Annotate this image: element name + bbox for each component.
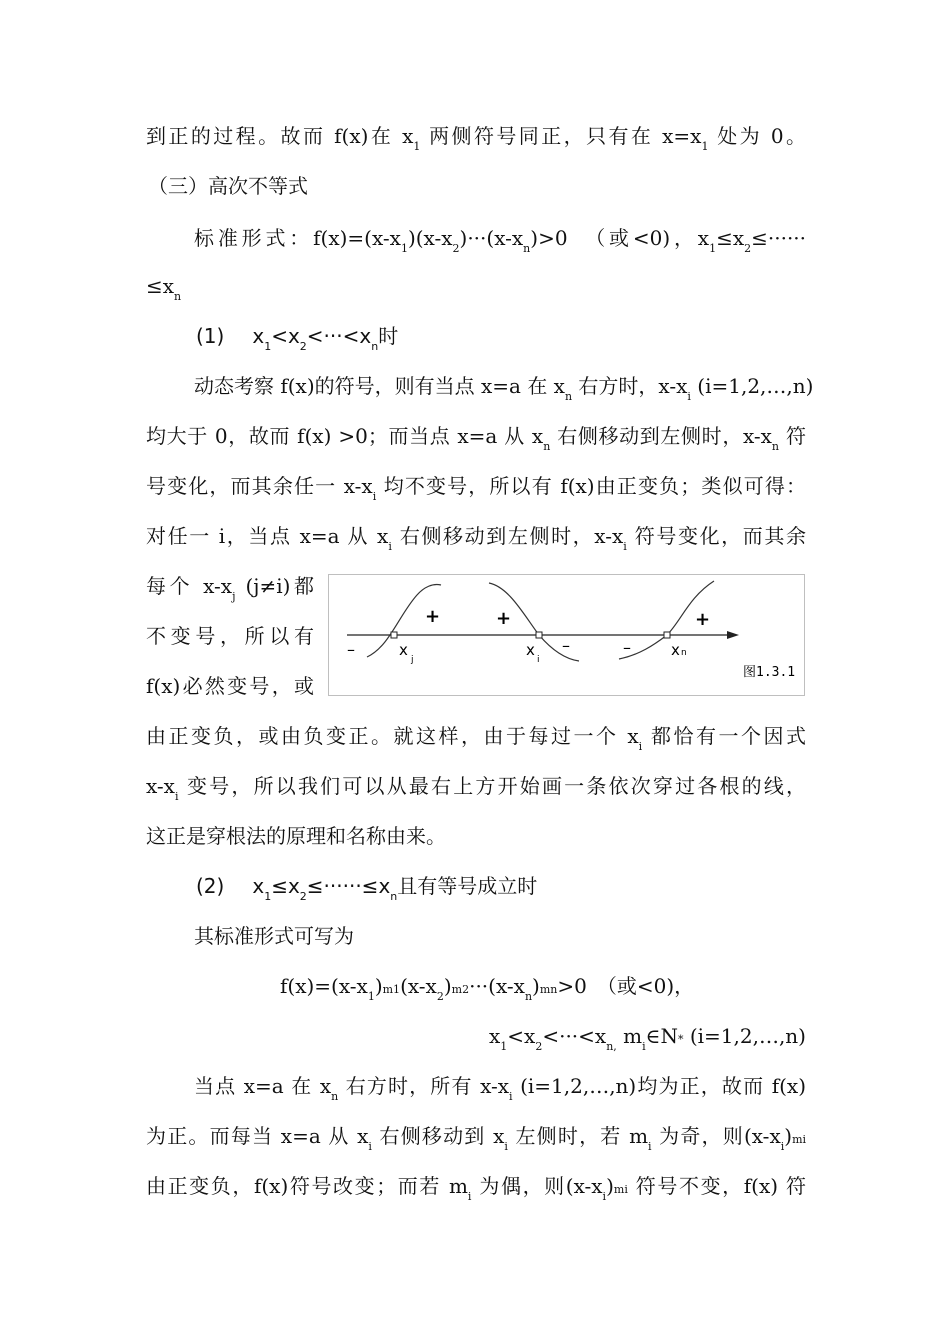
text-span: 符 (779, 424, 807, 448)
text-span: 为奇，则(x-x (651, 1124, 781, 1148)
superscript: mn (539, 983, 558, 996)
heading-number: (2) (196, 874, 225, 898)
text-line (146, 772, 806, 803)
subscript: i (509, 1090, 513, 1103)
subscript: n (771, 440, 780, 453)
text-span: ) (443, 974, 452, 998)
subscript: n (174, 290, 182, 303)
text-line (194, 1072, 806, 1103)
plus-sign: + (496, 608, 512, 629)
root-label-xj: x (399, 641, 408, 659)
subscript: 2 (744, 242, 752, 255)
text-span: 且有等号成立时 (397, 874, 538, 898)
text-span: 当点 x=a 在 x (194, 1074, 332, 1098)
text-span: f(x)=(x-x (280, 974, 368, 998)
text-span: 符号变化，而其余 (626, 524, 807, 548)
text-span: 动态考察 f(x)的符号，则有当点 x=a 在 x (194, 374, 565, 398)
text-span: <···<x (306, 324, 372, 348)
text-line (146, 272, 182, 303)
subscript: 2 (299, 890, 307, 903)
text-span: ≤······≤x (306, 874, 391, 898)
root-label-xj-sub: j (411, 655, 414, 665)
text-line (146, 572, 314, 603)
sign-curve (367, 581, 714, 661)
text-span: ≤x (271, 874, 300, 898)
text-line (146, 422, 807, 453)
subscript: i (372, 490, 377, 503)
section-heading: （三）高次不等式 (148, 174, 308, 198)
text-line (146, 522, 807, 553)
text-span: 为偶，则(x-x (471, 1174, 603, 1198)
subscript: 1 (264, 890, 272, 903)
text-span: 右侧移动到左侧时，x-x (550, 424, 772, 448)
text-line (194, 224, 807, 255)
text-span: ≤x (716, 226, 745, 250)
text-span: >0 （或<0)， (557, 974, 695, 998)
minus-sign: – (562, 636, 570, 655)
text-span: x (252, 874, 265, 898)
minus-sign: – (623, 638, 631, 657)
text-span: <x (271, 324, 300, 348)
text-line (146, 722, 807, 753)
sign-chart-svg (329, 575, 804, 695)
root-label-xi-sub: i (537, 655, 540, 665)
text-span: )···(x-x (459, 226, 524, 250)
text-span: ≤······ (751, 226, 807, 250)
text-span: ···(x-x (469, 974, 525, 998)
text-span: <x (507, 1024, 536, 1048)
subscript: n (524, 990, 533, 1003)
text-span: 标准形式：f(x)=(x-x (194, 226, 401, 250)
subscript: i (174, 790, 179, 803)
subscript: i (623, 540, 627, 553)
text-line: 不变号，所以有 (146, 624, 314, 648)
text-span: 变号，所以我们可以从最右上方开始画一条依次穿过各根的线， (178, 774, 806, 798)
subscript: i (638, 740, 643, 753)
subscript: 1 (701, 140, 709, 153)
axis-arrow (727, 631, 739, 639)
superscript: mi (613, 1183, 628, 1196)
superscript: m1 (382, 983, 401, 996)
text-span: )(x-x (407, 226, 453, 250)
text-span: ) (606, 1174, 614, 1198)
text-line (146, 1122, 807, 1153)
text-span: ∈N (645, 1024, 678, 1048)
subscript: i (780, 1140, 785, 1153)
text-span: 右方时，所有 x-x (338, 1074, 510, 1098)
text-line: 这正是穿根法的原理和名称由来。 (146, 824, 446, 848)
subscript: n (371, 340, 379, 353)
text-span: 右侧移动到 x (371, 1124, 505, 1148)
subscript: 2 (436, 990, 444, 1003)
text-line (146, 1172, 806, 1203)
superscript: m2 (451, 983, 470, 996)
subscript: 1 (367, 990, 375, 1003)
text-span: 右侧移动到左侧时，x-x (391, 524, 624, 548)
text-span: (x-x (400, 974, 437, 998)
text-span: ) (532, 974, 540, 998)
text-span: <···<x (542, 1024, 607, 1048)
superscript: * (677, 1033, 684, 1046)
text-span: m (616, 1024, 643, 1048)
subscript: i (687, 390, 691, 403)
text-span: ≤x (146, 274, 175, 298)
plus-sign: + (425, 606, 441, 627)
subscript: n (523, 242, 531, 255)
subscript: 2 (452, 242, 460, 255)
subscript: n, (606, 1040, 617, 1053)
text-span: x-x (146, 774, 175, 798)
subscript: i (504, 1140, 508, 1153)
text-line (194, 372, 814, 403)
text-span: 都恰有一个因式 (642, 724, 807, 748)
text-span: x (489, 1024, 501, 1048)
text-span: 均不变号，所以有 f(x)由正变负；类似可得： (376, 474, 806, 498)
root-marker-xj (391, 632, 397, 638)
text-line: f(x)必然变号，或 (146, 674, 314, 698)
root-label-xn-sub: n (681, 648, 687, 658)
heading-number: (1) (196, 324, 225, 348)
superscript: mi (792, 1133, 807, 1146)
text-span: 符号不变，f(x) 符 (627, 1174, 806, 1198)
text-span: 对任一 i，当点 x=a 从 x (146, 524, 389, 548)
text-span: ) (784, 1124, 793, 1148)
text-span: 每个 x-x (146, 574, 233, 598)
text-span: (i=1,2,…,n) (690, 374, 814, 398)
formula-line (489, 1022, 806, 1053)
text-span: )>0 （或<0)，x (530, 226, 710, 250)
subscript: 1 (400, 242, 408, 255)
formula-line (280, 972, 695, 1003)
text-span: 为正。而每当 x=a 从 x (146, 1124, 369, 1148)
text-span: 时 (378, 324, 399, 348)
figure-sign-diagram (328, 574, 805, 696)
root-label-xi: x (526, 641, 535, 659)
text-span: 由正变负，或由负变正。就这样，由于每过一个 x (146, 724, 639, 748)
subscript: i (467, 1190, 472, 1203)
subscript: n (543, 440, 551, 453)
subscript: 1 (709, 242, 717, 255)
subscript: i (642, 1040, 646, 1053)
root-label-xn: x (671, 641, 680, 659)
text-span: 到正的过程。故而 f(x)在 x (146, 124, 414, 148)
subsection-heading (196, 872, 538, 903)
text-span: 右方时，x-x (572, 374, 688, 398)
subscript: 1 (264, 340, 272, 353)
plus-sign: + (695, 609, 711, 630)
subscript: i (388, 540, 392, 553)
subscript: i (368, 1140, 372, 1153)
minus-sign: – (347, 640, 355, 659)
text-span: 由正变负，f(x)符号改变；而若 m (146, 1174, 468, 1198)
text-span: 两侧符号同正，只有在 x=x (420, 124, 702, 148)
text-line (146, 472, 806, 503)
subscript: n (390, 890, 398, 903)
subscript: 2 (299, 340, 307, 353)
subscript: i (648, 1140, 652, 1153)
root-marker-xn (664, 632, 670, 638)
text-line: 其标准形式可写为 (194, 924, 354, 948)
text-span: 号变化，而其余任一 x-x (146, 474, 373, 498)
text-span: (j≠i)都 (235, 574, 314, 598)
text-span: (i=1,2,…,n) (683, 1024, 806, 1048)
subscript: n (564, 390, 573, 403)
subscript: n (331, 1090, 339, 1103)
subscript: 1 (500, 1040, 508, 1053)
text-span: 左侧时，若 m (507, 1124, 649, 1148)
text-span: x (252, 324, 265, 348)
text-span: 均大于 0，故而 f(x) >0；而当点 x=a 从 x (146, 424, 544, 448)
figure-caption: 图1.3.1 (743, 665, 796, 680)
subscript: 2 (535, 1040, 543, 1053)
subscript: j (232, 590, 236, 603)
subscript: 1 (413, 140, 421, 153)
root-marker-xi (536, 632, 542, 638)
text-line (146, 122, 806, 153)
text-span: 处为 0。 (708, 124, 806, 148)
text-span: ) (374, 974, 383, 998)
text-span: (i=1,2,…,n)均为正，故而 f(x) (512, 1074, 806, 1098)
subscript: i (602, 1190, 607, 1203)
subsection-heading (196, 322, 399, 353)
